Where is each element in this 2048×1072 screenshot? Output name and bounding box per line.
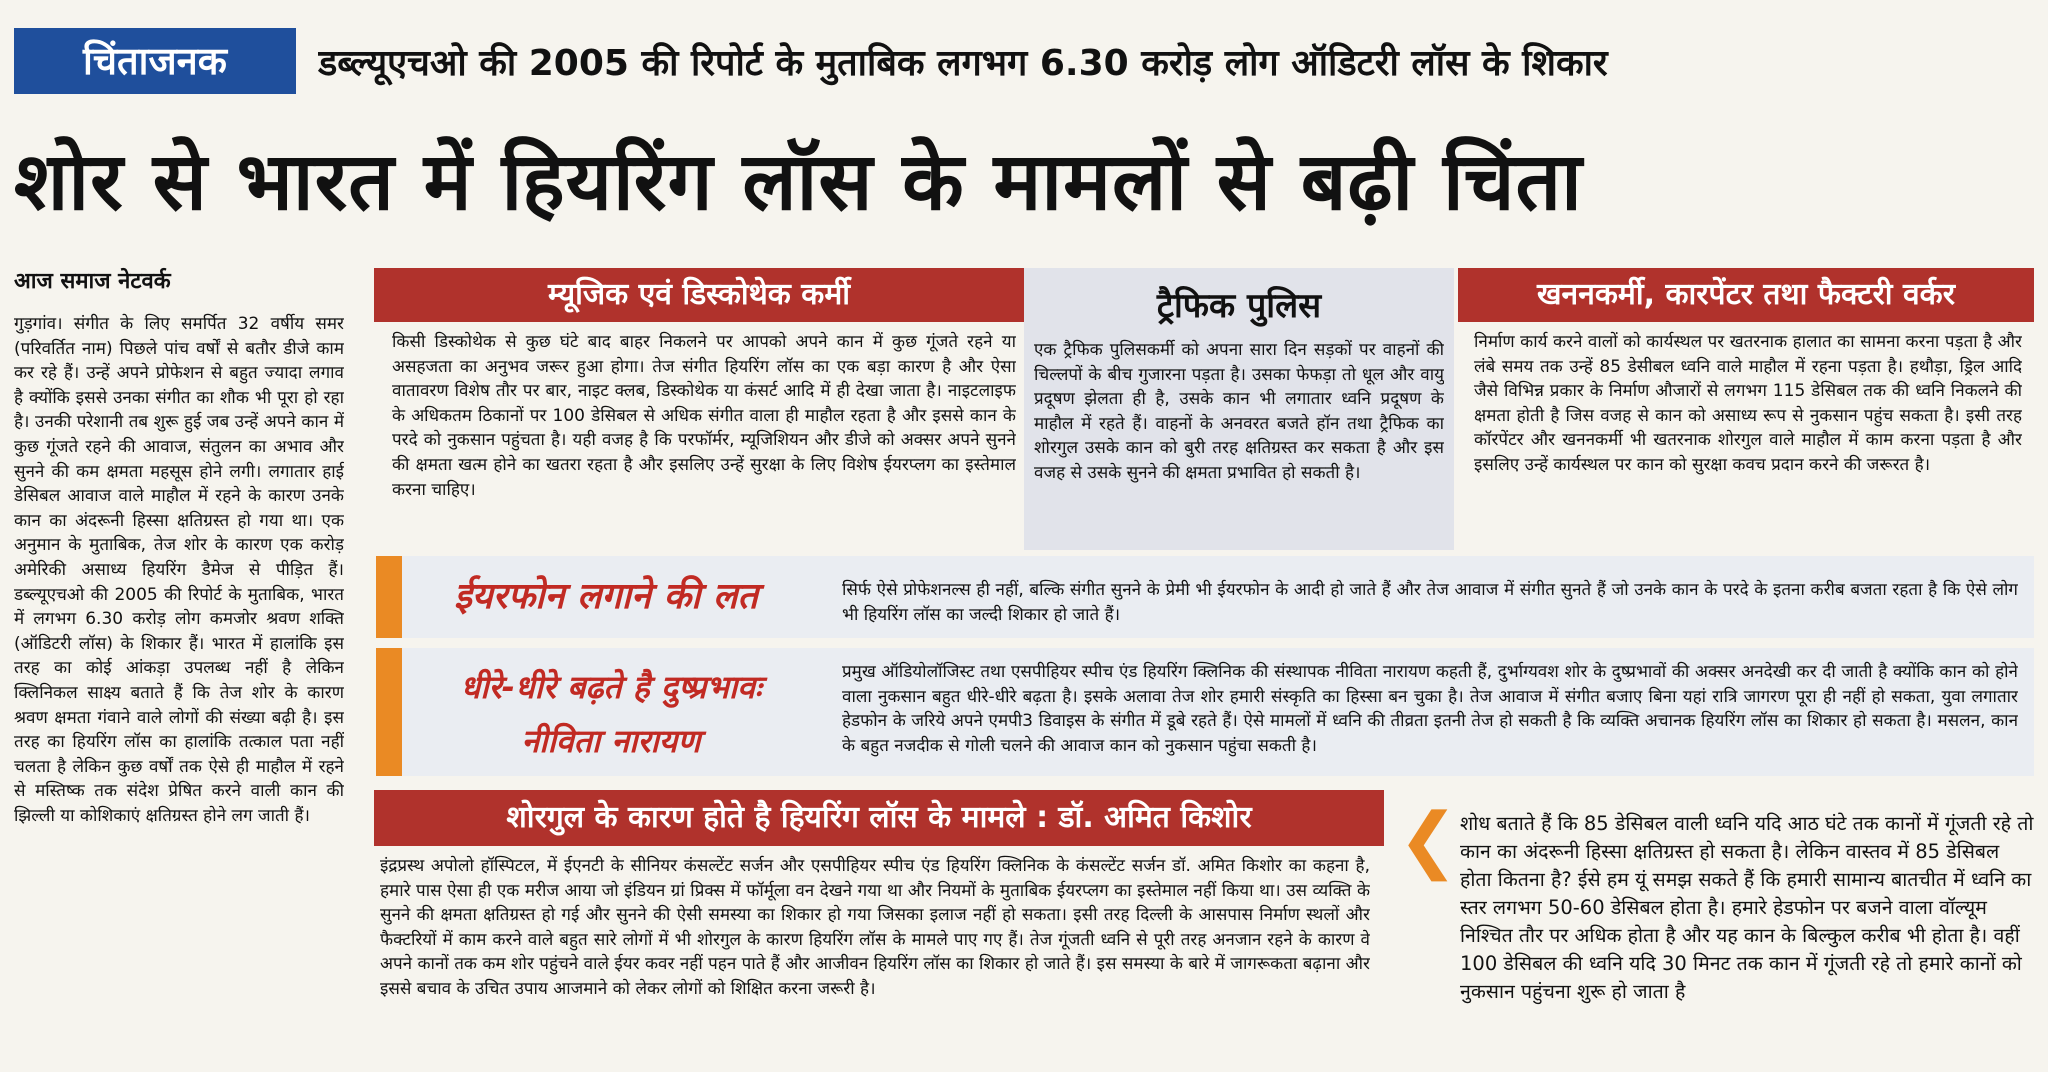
gradual-band-label: धीरे-धीरे बढ़ते है दुष्प्रभावः — [460, 668, 762, 706]
headline: शोर से भारत में हियरिंग लॉस के मामलों से बढ़ी चिंता — [14, 135, 1583, 228]
traffic-box-text: एक ट्रैफिक पुलिसकर्मी को अपना सारा दिन सड़कों पर वाहनों की चिल्लपों के बीच गुजारना पड़ता है। उसका फेफड़ा तो धूल और वायु प्रदूषण झेलता ही है, उसके कान भी लगातार ध्वनि प्रदूषण के माहौल में रहते हैं। वाहनों के अनवरत बजते हॉन तथा ट्रैफिक का शोरगुल उसके कान को बुरी तरह क्षतिग्रस्त कर सकता है और इस वजह से उसके सुनने की क्षमता प्रभावित हो सकती है। — [1034, 340, 1444, 483]
doctor-box-text: इंद्रप्रस्थ अपोलो हॉस्पिटल, में ईएनटी के सीनियर कंसल्टेंट सर्जन और एसपीहियर स्पीच एंड हियरिंग क्लिनिक के कंसल्टेंट सर्जन डॉ. अमित किशोर का कहना है, हमारे पास ऐसा ही एक मरीज आया जो इंडियन ग्रां प्रिक्स में फॉर्मूला वन देखने गया था और नियमों के मुताबिक ईयरप्लग का इस्तेमाल नहीं किया था। उस व्यक्ति के सुनने की क्षमता क्षतिग्रस्त हो गई और सुनने की ऐसी समस्या का शिकार हो गया जिसका इलाज नहीं हो सकता। इसी तरह दिल्ली के आसपास निर्माण स्थलों और फैक्टरियों में काम करने वाले बहुत सारे लोगों में भी शोरगुल के कारण हियरिंग लॉस के मामले पाए गए हैं। तेज गूंजती ध्वनि से पूरी तरह अनजान रहने के कारण वे अपने कानों तक कम शोर पहुंचने वाले ईयर कवर नहीं पहन पाते हैं और आजीवन हियरिंग लॉस का शिकार हो जाते हैं। इस समस्या के बारे में जागरूकता बढ़ाना और इससे बचाव के उचित उपाय आजमाने को लेकर लोगों को शिक्षित करना जरूरी है। — [380, 856, 1370, 999]
quote-mark-icon: ❮ — [1398, 797, 1459, 881]
earphone-band-accent — [376, 556, 402, 638]
earphone-band-text: सिर्फ ऐसे प्रोफेशनल्स ही नहीं, बल्कि संगीत सुनने के प्रेमी भी ईयरफोन के आदी हो जाते हैं और तेज आवाज में संगीत सुनते हैं जो उनके कान के परदे के इतना करीब बजता रहता है कि ऐसे लोग भी हियरिंग लॉस का जल्दी शिकार हो जाते हैं। — [842, 580, 2018, 625]
left-column-text: गुड़गांव। संगीत के लिए समर्पित 32 वर्षीय समर (परिवर्तित नाम) पिछले पांच वर्षों से बतौर डीजे काम कर रहे हैं। उन्हें अपने प्रोफेशन से बहुत ज्यादा लगाव है क्योंकि इससे उनका संगीत का शौक भी पूरा हो रहा है। उनकी परेशानी तब शुरू हुई जब उन्हें अपने कान में कुछ गूंजते रहने की आवाज, संतुलन का अभाव और सुनने की कम क्षमता महसूस होने लगी। लगातार हाई डेसिबल आवाज वाले माहौल में रहने के कारण उनके कान का अंदरूनी हिस्सा क्षतिग्रस्त हो गया था। एक अनुमान के मुताबिक, तेज शोर के कारण एक करोड़ अमेरिकी असाध्य हियरिंग डैमेज से पीड़ित हैं। डब्ल्यूएचओ की 2005 की रिपोर्ट के मुताबिक, भारत में लगभग 6.30 करोड़ लोग कमजोर श्रवण शक्ति (ऑडिटरी लॉस) के शिकार हैं। भारत में हालांकि इस तरह का कोई आंकड़ा उपलब्ध नहीं है लेकिन क्लिनिकल साक्ष्य बताते हैं कि तेज शोर के कारण श्रवण क्षमता गंवाने वाले लोगों की संख्या बढ़ी है। इस तरह का हियरिंग लॉस का हालांकि तत्काल पता नहीं चलता है लेकिन कुछ वर्षों तक ऐसे ही माहौल में रहने से मस्तिष्क तक संदेश प्रेषित करने वाली कान की झिल्ली या कोशिकाएं क्षतिग्रस्त होने लग जाती हैं। — [14, 314, 344, 826]
byline: आज समाज नेटवर्क — [14, 269, 171, 294]
kicker-text: डब्ल्यूएचओ की 2005 की रिपोर्ट के मुताबिक लगभग 6.30 करोड़ लोग ऑडिटरी लॉस के शिकार — [318, 43, 1608, 84]
quote-box-text: शोध बताते हैं कि 85 डेसिबल वाली ध्वनि यदि आठ घंटे तक कानों में गूंजती रहे तो कान का अंदरूनी हिस्सा क्षतिग्रस्त हो सकता है। लेकिन वास्तव में 85 डेसिबल होता कितना है? ईसे हम यूं समझ सकते हैं कि हमारी सामान्य बातचीत में ध्वनि का स्तर लगभग 50-60 डेसिबल होता है। हमारे हेडफोन पर बजने वाला वॉल्यूम निश्चित तौर पर अधिक होता है और यह कान के बिल्कुल करीब भी होता है। वहीं 100 डेसिबल की ध्वनि यदि 30 मिनट तक कान में गूंजती रहे तो हमारे कानों को नुकसान पहुंचना शुरू हो जाता है — [1460, 812, 2034, 1003]
traffic-box-title: ट्रैफिक पुलिस — [1156, 286, 1322, 326]
kicker-tag: चिंताजनक — [14, 28, 296, 94]
gradual-band-label-name: नीविता नारायण — [521, 722, 701, 760]
gradual-band-text: प्रमुख ऑडियोलॉजिस्ट तथा एसपीहियर स्पीच एंड हियरिंग क्लिनिक की संस्थापक नीविता नारायण कहती हैं, दुर्भाग्यवश शोर के दुष्प्रभावों की अक्सर अनदेखी कर दी जाती है क्योंकि कान को होने वाला नुकसान बहुत धीरे-धीरे बढ़ता है। इसके अलावा तेज शोर हमारी संस्कृति का हिस्सा बन चुका है। तेज आवाज में संगीत बजाए बिना यहां रात्रि जागरण पूरा ही नहीं हो सकता, युवा लगातार हेडफोन के जरिये अपने एमपी3 डिवाइस के संगीत में डूबे रहते हैं। ऐसे मामलों में ध्वनि की तीव्रता इतनी तेज हो सकती है कि व्यक्ति अचानक हियरिंग लॉस का शिकार हो सकता है। मसलन, कान के बहुत नजदीक से गोली चलने की आवाज कान को नुकसान पहुंचा सकती है। — [842, 662, 2018, 756]
workers-box-title: खननकर्मी, कारपेंटर तथा फैक्टरी वर्कर — [1458, 268, 2034, 322]
music-box-text: किसी डिस्कोथेक से कुछ घंटे बाद बाहर निकलने पर आपको अपने कान में कुछ गूंजते रहने या असहजता का अनुभव जरूर हुआ होगा। तेज संगीत हियरिंग लॉस का एक बड़ा कारण है और ऐसा वातावरण विशेष तौर पर बार, नाइट क्लब, डिस्कोथेक या कंसर्ट आदि में ही देखा जाता है। नाइटलाइफ के अधिकतम ठिकानों पर 100 डेसिबल से अधिक संगीत वाला ही माहौल रहता है और इससे कान के परदे को नुकसान पहुंचता है। यही वजह है कि परफॉर्मर, म्यूजिशियन और डीजे को अक्सर अपने सुनने की क्षमता खत्म होने का खतरा रहता है और इसलिए उन्हें सुरक्षा के लिए विशेष ईयरप्लग का इस्तेमाल करना चाहिए। — [392, 332, 1016, 500]
doctor-box-title: शोरगुल के कारण होते है हियरिंग लॉस के मामले : डॉ. अमित किशोर — [374, 790, 1384, 846]
gradual-band-accent — [376, 648, 402, 776]
music-box-title: म्यूजिक एवं डिस्कोथेक कर्मी — [374, 268, 1024, 322]
earphone-band-label: ईयरफोन लगाने की लत — [454, 576, 758, 617]
workers-box-text: निर्माण कार्य करने वालों को कार्यस्थल पर खतरनाक हालात का सामना करना पड़ता है और लंबे समय तक उन्हें 85 डेसीबल ध्वनि वाले माहौल में रहना पड़ता है। हथौड़ा, ड्रिल आदि जैसे विभिन्न प्रकार के निर्माण औजारों से लगभग 115 डेसिबल तक की ध्वनि निकलने की क्षमता होती है जिस वजह से कान को असाध्य रूप से नुकसान पहुंच सकता है। इसी तरह कॉरपेंटर और खननकर्मी भी खतरनाक शोरगुल वाले माहौल में काम करना पड़ता है और इसलिए उन्हें कार्यस्थल पर कान को सुरक्षा कवच प्रदान करने की जरूरत है। — [1474, 332, 2022, 475]
